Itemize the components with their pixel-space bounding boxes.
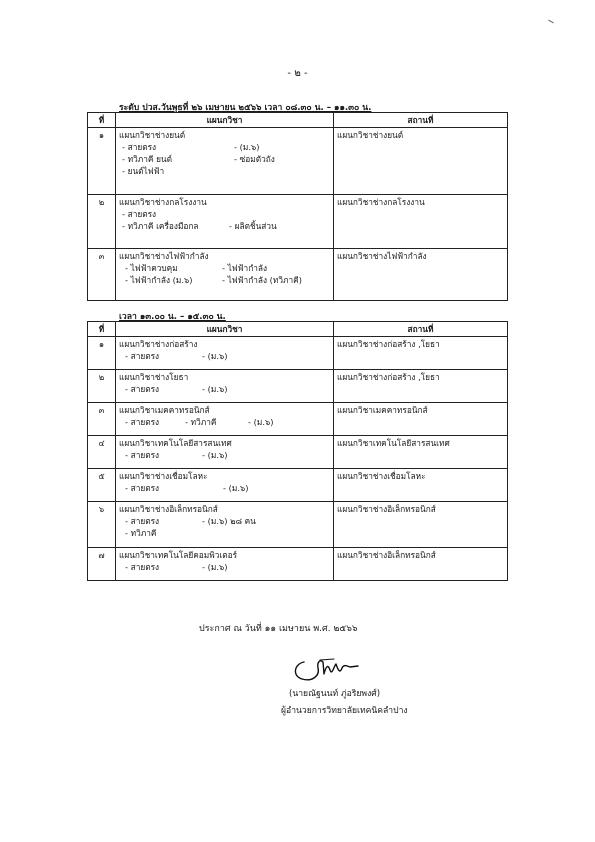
morning-schedule-table: [87, 112, 508, 301]
program-item: - สายตรง: [125, 417, 160, 427]
signer-title: ผู้อำนวยการวิทยาลัยเทคนิคลำปาง: [281, 706, 408, 716]
place-cell: แผนกวิชาช่างไฟฟ้ากำลัง: [334, 249, 508, 301]
program-item: - ไฟฟ้ากำลัง (ทวิภาคี): [222, 275, 302, 285]
department-name: แผนกวิชาช่างกลโรงงาน: [119, 197, 207, 207]
place-cell: แผนกวิชาช่างอิเล็กทรอนิกส์: [334, 502, 508, 548]
program-item: - (ม.๖): [202, 562, 228, 572]
table-row: [88, 469, 508, 502]
department-name: แผนกวิชาช่างไฟฟ้ากำลัง: [119, 251, 209, 261]
department-name: แผนกวิชาเทคโนโลยีคอมพิวเตอร์: [119, 550, 238, 560]
department-cell: [116, 370, 334, 403]
department-cell: [116, 403, 334, 436]
program-item: - ทวิภาคี: [125, 528, 157, 538]
program-item: - สายตรง: [125, 483, 160, 493]
program-item: - ไฟฟ้าควบคุม: [125, 263, 178, 273]
program-item: - (ม.๖) ๒๘ คน: [202, 516, 256, 526]
row-number: ๕: [88, 469, 116, 502]
morning-session-heading: ระดับ ปวส.วันพุธที่ ๒๖ เมษายน ๒๕๖๖ เวลา ๐๘.๓๐ น. – ๑๑.๓๐ น.: [119, 103, 372, 113]
place-cell: แผนกวิชาเทคโนโลยีสารสนเทศ: [334, 436, 508, 469]
column-header-place: สถานที่: [334, 322, 508, 337]
program-item: - ผลิตชิ้นส่วน: [229, 221, 277, 231]
signature-image: [290, 654, 360, 684]
department-name: แผนกวิชาช่างก่อสร้าง: [119, 339, 198, 349]
program-item: - ยนต์ไฟฟ้า: [122, 166, 165, 176]
program-item: - ไฟฟ้ากำลัง: [222, 263, 268, 273]
program-item: - สายตรง: [125, 351, 160, 361]
table-row: [88, 370, 508, 403]
place-cell: แผนกวิชาช่างอิเล็กทรอนิกส์: [334, 548, 508, 581]
department-name: แผนกวิชาช่างยนต์: [119, 130, 186, 140]
program-item: - สายตรง: [125, 450, 160, 460]
afternoon-schedule-table: [87, 321, 508, 581]
department-cell: [116, 502, 334, 548]
row-number: ๖: [88, 502, 116, 548]
column-header-place: สถานที่: [334, 113, 508, 128]
place-cell: แผนกวิชาเมคคาทรอนิกส์: [334, 403, 508, 436]
table-header-row: [88, 113, 508, 128]
column-header-no: ที่: [88, 322, 116, 337]
program-item: - (ม.๖): [248, 417, 274, 427]
place-cell: แผนกวิชาช่างยนต์: [334, 128, 508, 195]
row-number: ๒: [88, 370, 116, 403]
place-cell: แผนกวิชาช่างเชื่อมโลหะ: [334, 469, 508, 502]
program-item: - สายตรง: [125, 562, 160, 572]
program-item: - ทวิภาคี ยนต์: [122, 154, 172, 164]
place-cell: แผนกวิชาช่างก่อสร้าง ,โยธา: [334, 337, 508, 370]
department-cell: [116, 548, 334, 581]
department-name: แผนกวิชาช่างโยธา: [119, 372, 189, 382]
table-row: [88, 436, 508, 469]
signer-name: (นายณัฐนนท์ ภู่อริยพงศ์): [289, 689, 381, 699]
afternoon-session-heading: เวลา ๑๓.๐๐ น. – ๑๕.๓๐ น.: [119, 312, 226, 322]
program-item: - (ม.๖): [202, 384, 228, 394]
announcement-date: ประกาศ ณ วันที่ ๑๑ เมษายน พ.ศ. ๒๕๖๖: [199, 624, 358, 634]
department-cell: [116, 337, 334, 370]
department-cell: [116, 469, 334, 502]
row-number: ๓: [88, 403, 116, 436]
column-header-no: ที่: [88, 113, 116, 128]
program-item: - ทวิภาคี: [185, 417, 217, 427]
place-cell: แผนกวิชาช่างกลโรงงาน: [334, 195, 508, 249]
table-row: [88, 249, 508, 301]
program-item: - (ม.๖): [202, 450, 228, 460]
department-cell: [116, 436, 334, 469]
department-cell: [116, 249, 334, 301]
program-item: - สายตรง: [122, 142, 157, 152]
program-item: - ทวิภาคี เครื่องมือกล: [122, 221, 199, 231]
department-cell: [116, 195, 334, 249]
table-row: [88, 337, 508, 370]
row-number: ๓: [88, 249, 116, 301]
place-cell: แผนกวิชาช่างก่อสร้าง ,โยธา: [334, 370, 508, 403]
column-header-department: แผนกวิชา: [116, 113, 334, 128]
table-row: [88, 128, 508, 195]
row-number: ๔: [88, 436, 116, 469]
row-number: ๒: [88, 195, 116, 249]
program-item: - สายตรง: [125, 516, 160, 526]
department-name: แผนกวิชาช่างอิเล็กทรอนิกส์: [119, 504, 218, 514]
column-header-department: แผนกวิชา: [116, 322, 334, 337]
program-item: - (ม.๖): [223, 483, 249, 493]
program-item: - ไฟฟ้ากำลัง (ม.๖): [125, 275, 193, 285]
program-item: - (ม.๖): [202, 351, 228, 361]
department-name: แผนกวิชาเมคคาทรอนิกส์: [119, 405, 210, 415]
table-row: [88, 502, 508, 548]
scan-mark: [548, 20, 554, 24]
page-number: - ๒ -: [287, 68, 308, 79]
program-item: - สายตรง: [122, 209, 157, 219]
program-item: - สายตรง: [125, 384, 160, 394]
department-cell: [116, 128, 334, 195]
table-row: [88, 195, 508, 249]
department-name: แผนกวิชาเทคโนโลยีสารสนเทศ: [119, 438, 232, 448]
department-name: แผนกวิชาช่างเชื่อมโลหะ: [119, 471, 208, 481]
table-row: [88, 548, 508, 581]
row-number: ๑: [88, 337, 116, 370]
row-number: ๗: [88, 548, 116, 581]
program-item: - (ม.๖): [234, 142, 260, 152]
table-header-row: [88, 322, 508, 337]
row-number: ๑: [88, 128, 116, 195]
table-row: [88, 403, 508, 436]
program-item: - ซ่อมตัวถัง: [234, 154, 275, 164]
